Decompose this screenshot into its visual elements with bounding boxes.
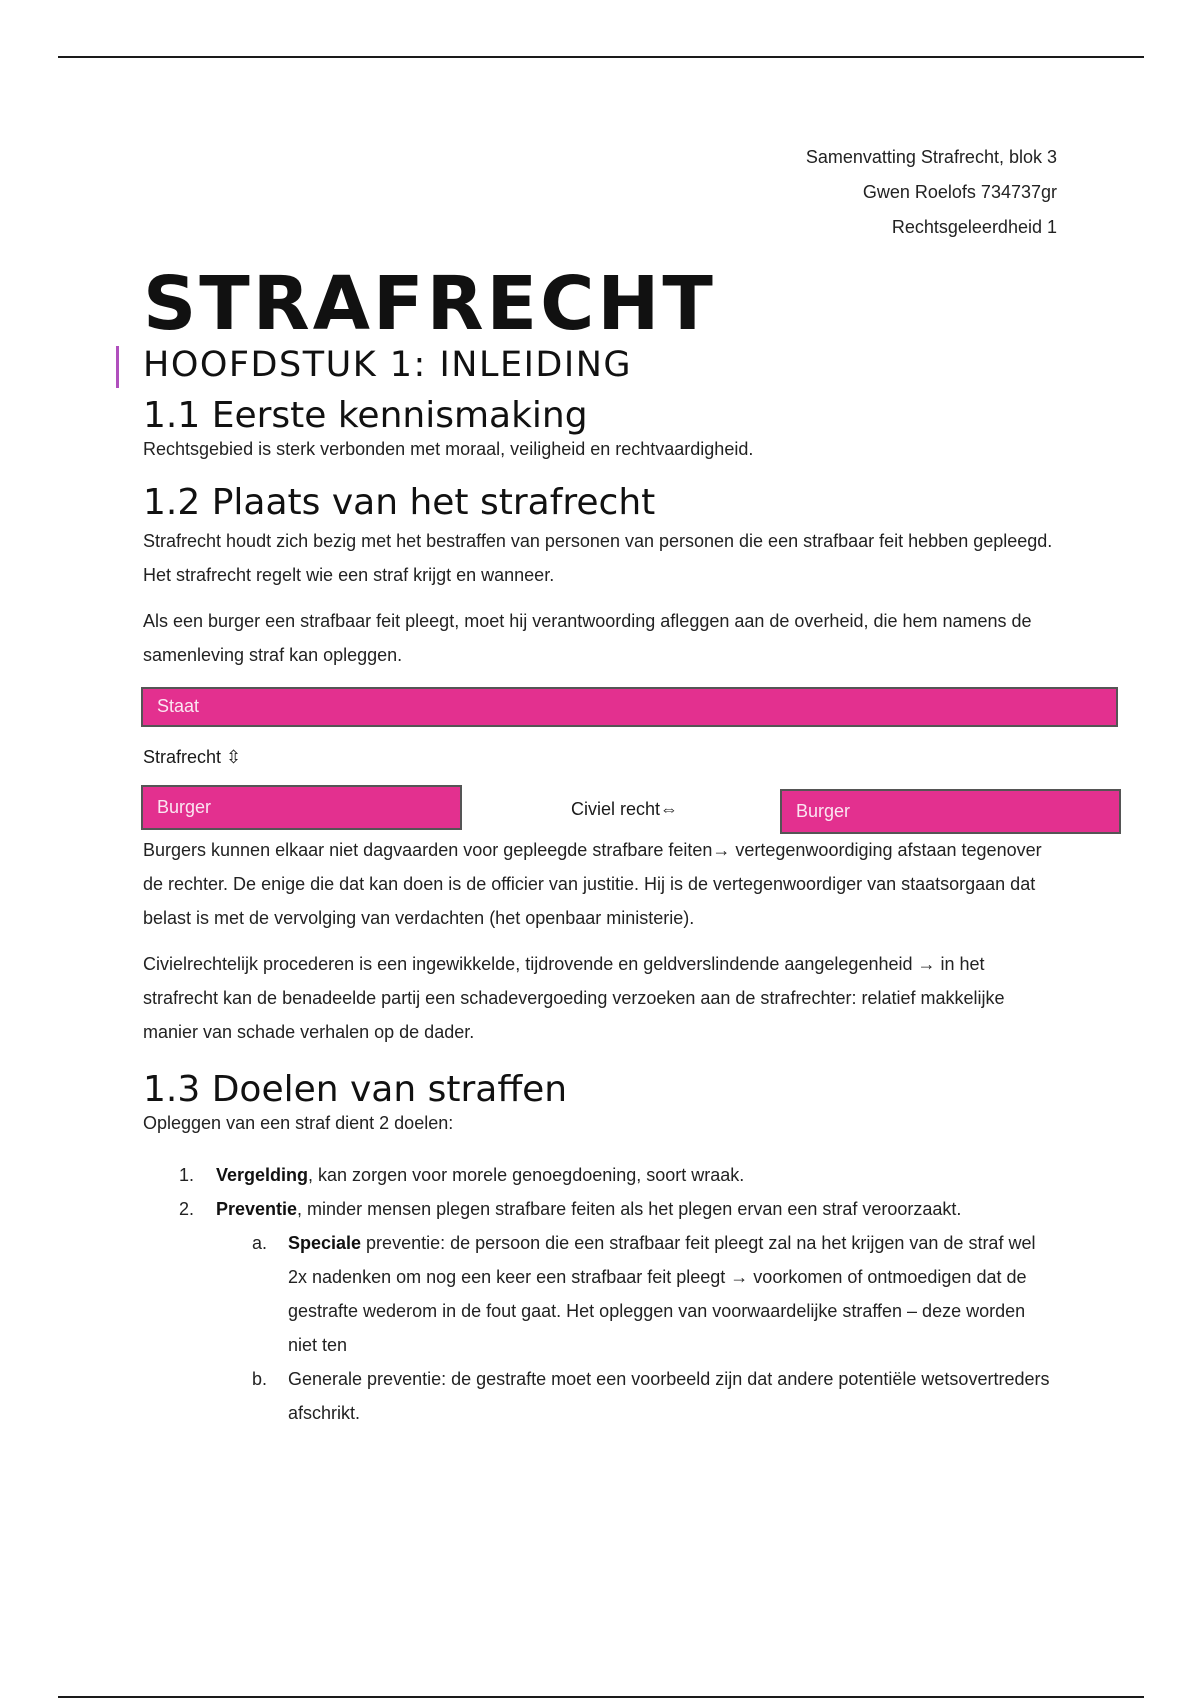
burger-box-right <box>780 789 1121 834</box>
chapter-heading-text: HOOFDSTUK 1: INLEIDING <box>143 345 632 385</box>
sublist-letter: a. <box>252 1233 268 1254</box>
burger-box-left <box>141 785 462 830</box>
meta-line-2: Gwen Roelofs 734737gr <box>862 182 1057 202</box>
list-text: , kan zorgen voor morele genoegdoening, soort wraak. <box>308 1165 745 1186</box>
staat-label: Staat <box>157 696 200 717</box>
sublist-term: Speciale <box>288 1233 362 1254</box>
sublist-item <box>143 1226 1058 1362</box>
section-1-2-heading: 1.2 Plaats van het strafrecht <box>143 482 656 524</box>
sublist-text: preventie: de persoon die een strafbaar feit pleegt zal na het krijgen van de straf wel 2x nadenken om nog een keer een strafbaar feit pleegt → voorkomen of ontmoedigen dat de gestrafte wederom in de fout gaat. Het opleggen van voorwaardelijke straffen – deze worden niet ten <box>288 1233 1036 1356</box>
section-1-1-heading: 1.1 Eerste kennismaking <box>143 395 588 436</box>
meta-line-3: Rechtsgeleerdheid 1 <box>891 217 1057 237</box>
section-1-3-intro: Opleggen van een straf dient 2 doelen: <box>143 1113 454 1134</box>
list-term: Vergelding <box>216 1165 309 1186</box>
sublist-text: Generale preventie: de gestrafte moet een voorbeeld zijn dat andere potentiële wetsovertreders afschrikt. <box>288 1369 1050 1424</box>
list-term: Preventie <box>216 1199 298 1220</box>
document-meta <box>806 140 1057 245</box>
section-1-2-paragraph-4: Civielrechtelijk procederen is een ingewikkelde, tijdrovende en geldverslindende aangelegenheid → in het strafrecht kan de benadeelde partij een schadevergoeding verzoeken aan de strafrechter: relatief makkelijke manier van schade verhalen op de dader. <box>143 953 1005 1042</box>
chapter-marker <box>116 346 119 388</box>
list-text: , minder mensen plegen strafbare feiten als het plegen ervan een straf veroorzaakt. <box>297 1199 962 1220</box>
top-rule <box>58 56 1144 58</box>
goals-list <box>143 1158 1058 1430</box>
law-relations-diagram <box>143 687 1058 847</box>
strafrecht-label: Strafrecht ⇳ <box>143 746 242 767</box>
bottom-rule <box>58 1696 1144 1698</box>
section-1-2-paragraph-2: Als een burger een strafbaar feit pleegt, moet hij verantwoording afleggen aan de overheid, die hem namens de samenleving straf kan opleggen. <box>143 610 1032 665</box>
list-number: 2. <box>179 1199 195 1220</box>
meta-line-1: Samenvatting Strafrecht, blok 3 <box>805 147 1057 167</box>
prevention-sublist <box>216 1226 1058 1430</box>
section-1-1-paragraph: Rechtsgebied is sterk verbonden met moraal, veiligheid en rechtvaardigheid. <box>143 439 754 460</box>
list-item <box>143 1192 1058 1430</box>
document-title: STRAFRECHT <box>143 261 716 347</box>
list-item <box>143 1158 1058 1192</box>
sublist-item <box>143 1362 1058 1430</box>
chapter-heading <box>143 344 1058 386</box>
burger-left-label: Burger <box>157 796 212 817</box>
section-1-2-paragraph-1: Strafrecht houdt zich bezig met het bestraffen van personen van personen die een strafbaar feit hebben gepleegd. Het strafrecht regelt wie een straf krijgt en wanneer. <box>143 530 1053 585</box>
document-body <box>143 255 1058 1430</box>
section-1-2-paragraph-3: Burgers kunnen elkaar niet dagvaarden voor gepleegde strafbare feiten→ vertegenwoordiging afstaan tegenover de rechter. De enige die dat kan doen is de officier van justitie. Hij is de vertegenwoordiger van staatsorgaan dat belast is met de vervolging van verdachten (het openbaar ministerie). <box>143 839 1042 928</box>
civiel-recht-label: Civiel recht⇔ <box>571 798 679 819</box>
section-1-3-heading: 1.3 Doelen van straffen <box>143 1068 568 1110</box>
burger-right-label: Burger <box>796 800 851 821</box>
sublist-letter: b. <box>252 1369 268 1390</box>
staat-box <box>141 687 1118 727</box>
list-number: 1. <box>179 1165 195 1186</box>
